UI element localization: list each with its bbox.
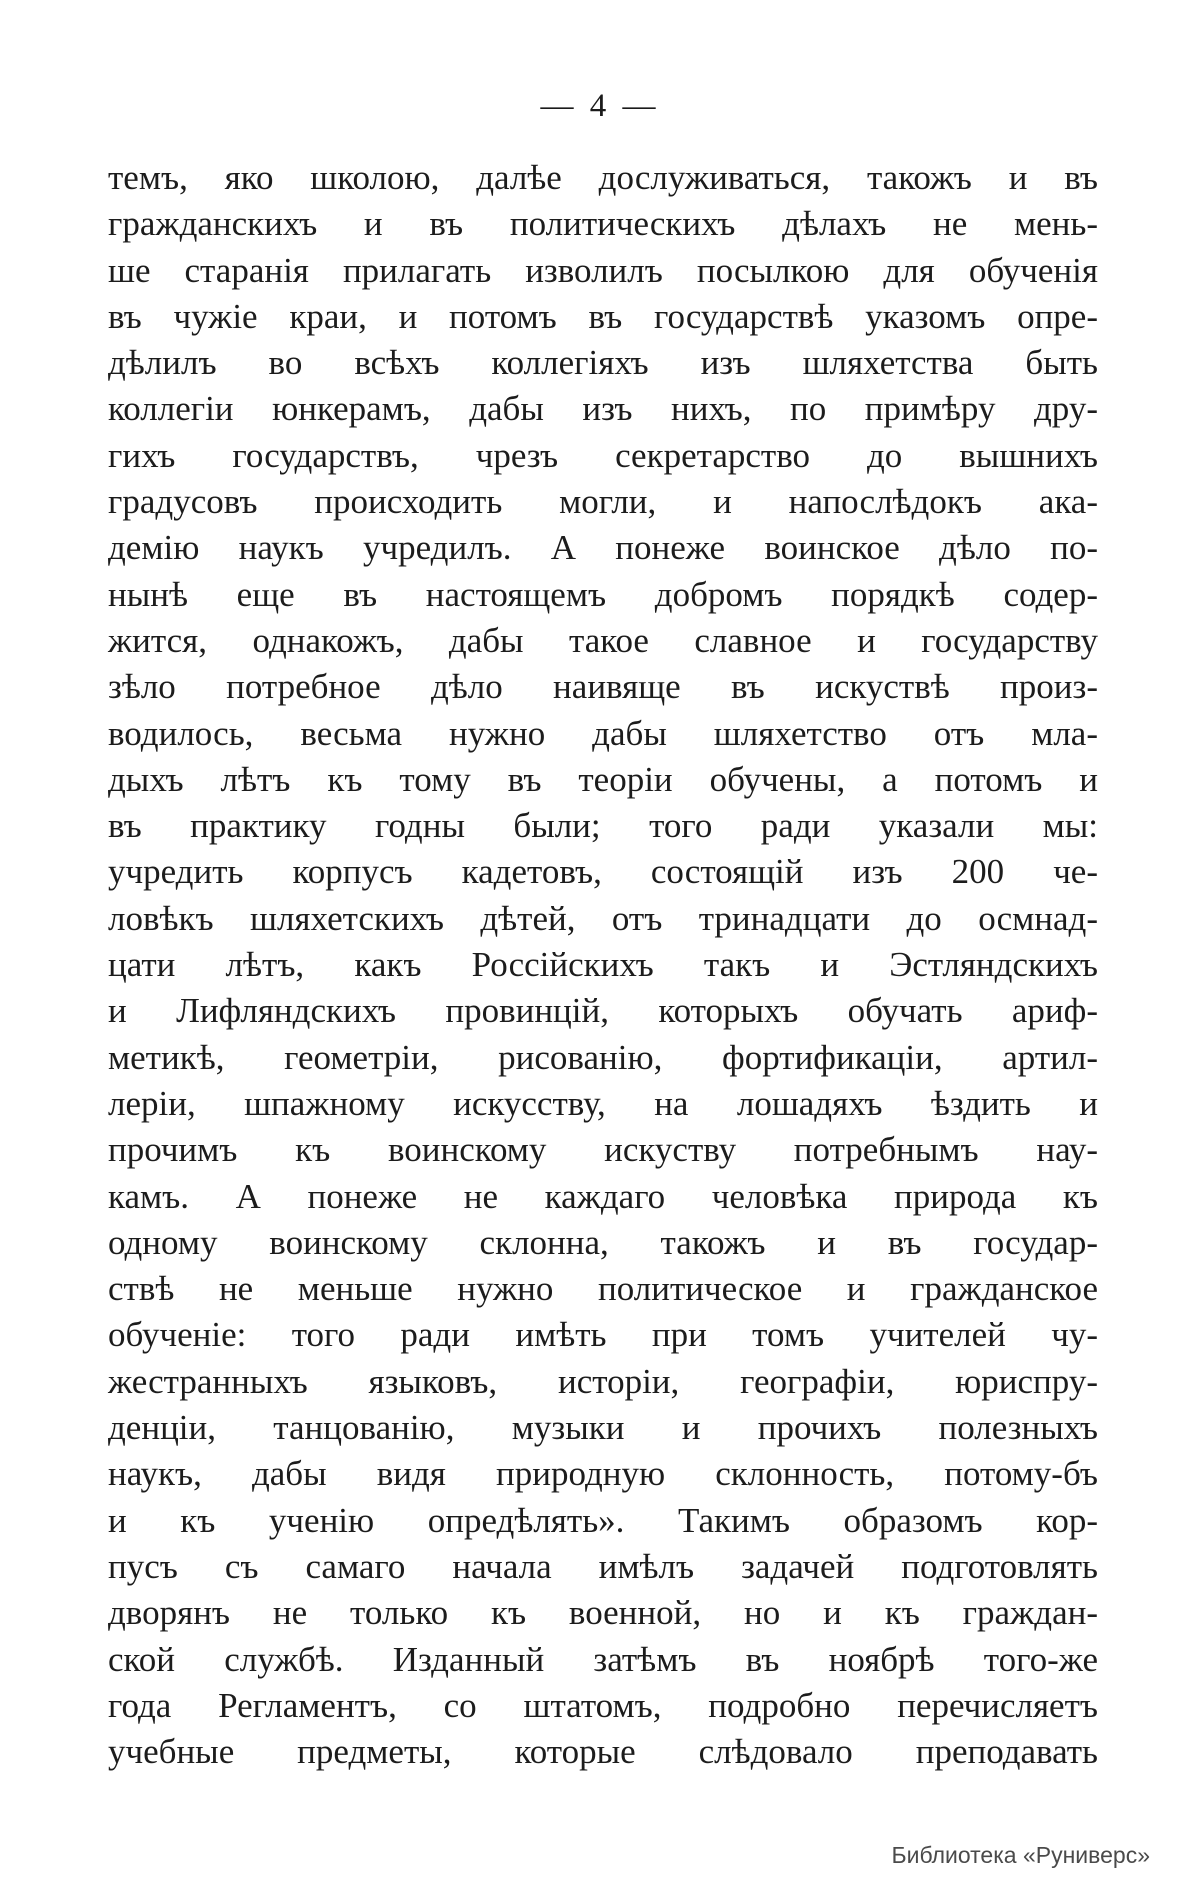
text-line: обученіе: того ради имѣть при томъ учителей чу- [108, 1315, 1098, 1355]
text-line: прочимъ къ воинскому искуству потребнымъ нау- [108, 1130, 1098, 1170]
text-line: ствѣ не меньше нужно политическое и гражданское [108, 1269, 1098, 1309]
text-line: ше старанія прилагать изволилъ посылкою для обученія [108, 250, 1098, 290]
text-line: одному воинскому склонна, такожъ и въ государ- [108, 1222, 1098, 1262]
text-line: зѣло потребное дѣло наивяще въ искуствѣ произ- [108, 667, 1098, 707]
text-line: наукъ, дабы видя природную склонность, потому-бъ [108, 1454, 1098, 1494]
text-line: метикѣ, геометріи, рисованію, фортификаціи, артил- [108, 1037, 1098, 1077]
text-line: гихъ государствъ, чрезъ секретарство до вышнихъ [108, 435, 1098, 475]
page-number: — 4 — [540, 88, 660, 124]
text-line: года Регламентъ, со штатомъ, подробно перечисляетъ [108, 1685, 1098, 1725]
text-line: въ чужіе краи, и потомъ въ государствѣ указомъ опре- [108, 296, 1098, 336]
text-line: камъ. А понеже не каждаго человѣка природа къ [108, 1176, 1098, 1216]
library-watermark: Библиотека «Руниверс» [891, 1842, 1150, 1868]
text-line: коллегіи юнкерамъ, дабы изъ нихъ, по примѣру дру- [108, 389, 1098, 429]
text-line: леріи, шпажному искусству, на лошадяхъ ѣздить и [108, 1083, 1098, 1123]
text-line: градусовъ происходить могли, и напослѣдокъ ака- [108, 482, 1098, 522]
text-line: денціи, танцованію, музыки и прочихъ полезныхъ [108, 1408, 1098, 1448]
text-line: учредить корпусъ кадетовъ, состоящій изъ 200 че- [108, 852, 1098, 892]
text-line: жится, однакожъ, дабы такое славное и государству [108, 620, 1098, 660]
text-line: демію наукъ учредилъ. А понеже воинское дѣло по- [108, 528, 1098, 568]
text-line: дворянъ не только къ военной, но и къ граждан- [108, 1593, 1098, 1633]
text-line: ской службѣ. Изданный затѣмъ въ ноябрѣ того-же [108, 1639, 1098, 1679]
text-line: темъ, яко школою, далѣе дослуживаться, такожъ и въ [108, 158, 1098, 197]
text-line: въ практику годны были; того ради указали мы: [108, 806, 1098, 846]
text-line: дѣлилъ во всѣхъ коллегіяхъ изъ шляхетства быть [108, 343, 1098, 383]
text-line: ловѣкъ шляхетскихъ дѣтей, отъ тринадцати до осмнад- [108, 898, 1098, 938]
text-line: водилось, весьма нужно дабы шляхетство отъ мла- [108, 713, 1098, 753]
body-text [108, 155, 1098, 1775]
text-line: цати лѣтъ, какъ Россійскихъ такъ и Эстляндскихъ [108, 945, 1098, 985]
text-line: учебные предметы, которые слѣдовало преподавать [108, 1732, 1098, 1772]
text-line: и къ ученію опредѣлять». Такимъ образомъ кор- [108, 1500, 1098, 1540]
text-line: жестранныхъ языковъ, исторіи, географіи, юриспру- [108, 1361, 1098, 1401]
text-line: и Лифляндскихъ провинцій, которыхъ обучать ариф- [108, 991, 1098, 1031]
text-line: пусъ съ самаго начала имѣлъ задачей подготовлять [108, 1546, 1098, 1586]
text-line: нынѣ еще въ настоящемъ добромъ порядкѣ содер- [108, 574, 1098, 614]
text-line: дыхъ лѣтъ къ тому въ теоріи обучены, а потомъ и [108, 759, 1098, 799]
text-line: гражданскихъ и въ политическихъ дѣлахъ не мень- [108, 204, 1098, 244]
